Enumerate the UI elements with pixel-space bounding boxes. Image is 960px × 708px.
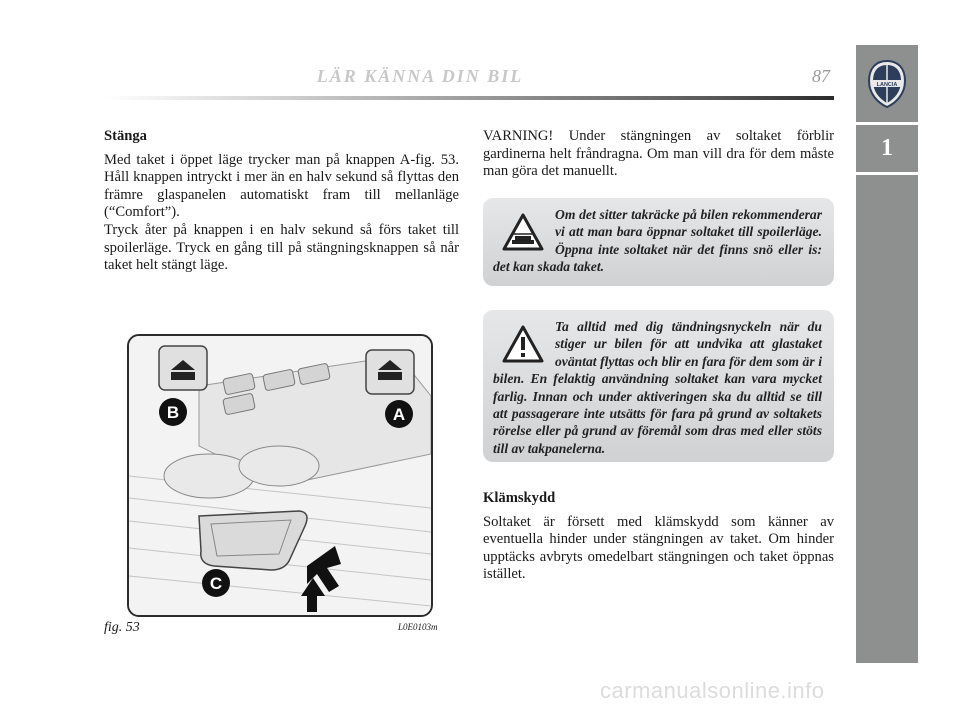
sunroof-controls-drawing (129, 336, 431, 615)
paragraph: Tryck åter på knappen i en halv sekund så förs taket till spoilerläge. Tryck en gång till på stängningsknappen så når taket helt stängt läge. (104, 221, 459, 274)
figure-code: L0E0103m (398, 622, 438, 632)
page-number: 87 (812, 66, 830, 86)
tab-separator (856, 172, 918, 175)
warning-paragraph: VARNING! Under stängningen av soltaket förblir gardinerna helt fråndragna. Om man vill dra för dem måste man göra det manuellt. (483, 128, 834, 180)
label-b: B (166, 403, 180, 422)
warning-box-roof-rack (483, 198, 834, 286)
warning-text: Om det sitter takräcke på bilen rekommenderar vi att man bara öppnar soltaket till spoilerläge. Öppna inte soltaket när det finns snö eller is: det kan skada taket. (493, 207, 822, 275)
left-column (104, 128, 459, 275)
warning-triangle-icon (501, 324, 545, 364)
label-c: C (209, 574, 223, 593)
figure-caption: fig. 53 (104, 620, 140, 635)
roof-rack-warning-icon (501, 212, 545, 252)
right-column (483, 128, 834, 181)
header-rule (104, 96, 834, 100)
brand-logo (856, 45, 918, 123)
paragraph: Soltaket är försett med klämskydd som känner av eventuella hinder under stängningen av taket. Om hinder upptäcks avbryts omedelbart stängningen och taket öppnas istället. (483, 513, 834, 583)
section-heading-stanga: Stänga (104, 128, 147, 144)
page-header-title: LÄR KÄNNA DIN BIL (316, 66, 524, 86)
paragraph: Med taket i öppet läge trycker man på knappen A-fig. 53. Håll knappen intryckt i mer än en halv sekund så flyttas den främre glaspanelen automatiskt fram till mellanläge (“Comfort”). (104, 151, 459, 221)
figure-53-illustration (127, 334, 433, 617)
klamskydd-section (483, 490, 834, 584)
chapter-number: 1 (881, 135, 893, 161)
label-a: A (392, 405, 406, 424)
section-heading-klamskydd: Klämskydd (483, 490, 556, 506)
watermark: carmanualsonline.info (600, 678, 825, 703)
logo-text: LANCIA (876, 82, 898, 88)
lancia-shield-icon (867, 59, 907, 109)
warning-box-ignition-key (483, 310, 834, 462)
warning-text: Ta alltid med dig tändningsnyckeln när du stiger ur bilen för att undvika att glastaket oväntat flyttas och blir en fara för dem som är i bilen. En felaktig användning soltaket kan vara mycket farlig. Innan och under aktiveringen ska du alltid se till att passagerare inte utsätts för fara på grund av soltakets rörelse eller på grund av föremål som dras med eller stöts till av takpanelerna. (493, 319, 822, 456)
